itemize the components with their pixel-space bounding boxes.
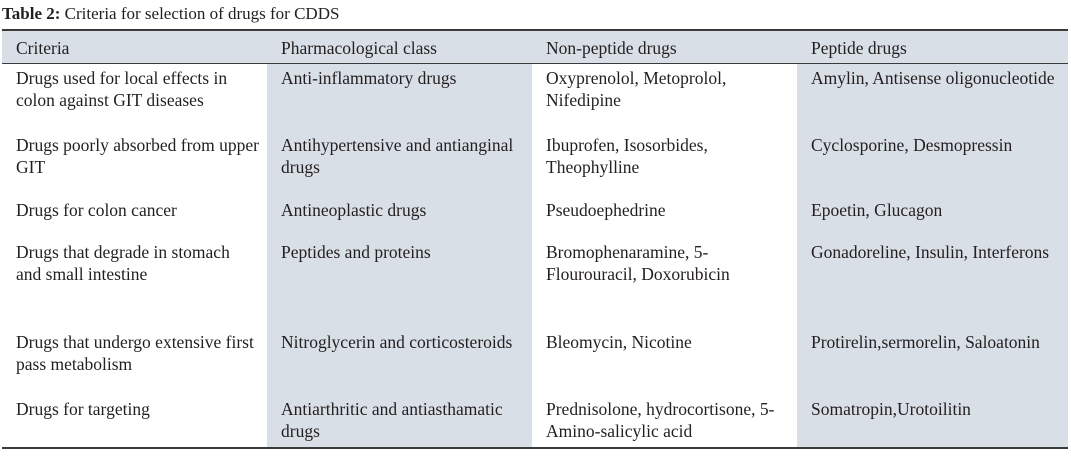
cell-non-peptide-drugs: Ibuprofen, Isosorbides, Theophylline xyxy=(546,135,708,177)
header-peptide-drugs: Peptide drugs xyxy=(811,38,907,58)
table-row xyxy=(2,330,1068,397)
cell-pharmacological-class: Antihypertensive and antianginal drugs xyxy=(267,133,532,198)
header-criteria: Criteria xyxy=(16,38,70,58)
cell-peptide-drugs: Cyclosporine, Desmopressin xyxy=(797,133,1068,198)
header-non-peptide-drugs: Non-peptide drugs xyxy=(546,38,677,58)
cell-non-peptide-drugs: Prednisolone, hydrocortisone, 5-Amino-salicylic acid xyxy=(546,399,775,441)
cell-non-peptide-drugs: Oxyprenolol, Metoprolol, Nifedipine xyxy=(546,68,727,110)
cell-peptide-drugs: Epoetin, Glucagon xyxy=(797,198,1068,240)
cell-peptide-drugs: Protirelin,sermorelin, Saloatonin xyxy=(797,330,1068,397)
table-caption-label: Table 2: xyxy=(2,4,61,23)
cell-non-peptide-drugs: Pseudoephedrine xyxy=(546,200,666,220)
table-row xyxy=(2,133,1068,198)
cell-pharmacological-class: Antineoplastic drugs xyxy=(267,198,532,240)
cell-criteria: Drugs used for local effects in colon against GIT diseases xyxy=(16,68,228,110)
cell-pharmacological-class: Anti-inflammatory drugs xyxy=(267,64,532,134)
cell-criteria: Drugs that degrade in stomach and small intestine xyxy=(16,242,230,284)
table-caption xyxy=(2,3,339,25)
table-row xyxy=(2,64,1068,134)
table-row xyxy=(2,240,1068,330)
table-row xyxy=(2,198,1068,240)
cell-criteria: Drugs for targeting xyxy=(16,399,150,419)
cell-criteria: Drugs for colon cancer xyxy=(16,200,177,220)
table-row xyxy=(2,397,1068,448)
cell-peptide-drugs: Somatropin,Urotoilitin xyxy=(797,397,1068,448)
drug-criteria-table xyxy=(2,29,1068,449)
cell-pharmacological-class: Peptides and proteins xyxy=(267,240,532,330)
cell-criteria: Drugs that undergo extensive first pass metabolism xyxy=(16,332,254,374)
header-pharmacological-class: Pharmacological class xyxy=(281,38,437,58)
cell-non-peptide-drugs: Bromophenaramine, 5-Flourouracil, Doxorubicin xyxy=(546,242,730,284)
cell-peptide-drugs: Amylin, Antisense oligonucleotide xyxy=(797,64,1068,134)
table-caption-text: Criteria for selection of drugs for CDDS xyxy=(60,4,340,23)
cell-pharmacological-class: Antiarthritic and antiasthamatic drugs xyxy=(267,397,532,448)
cell-non-peptide-drugs: Bleomycin, Nicotine xyxy=(546,332,692,352)
cell-pharmacological-class: Nitroglycerin and corticosteroids xyxy=(267,330,532,397)
cell-criteria: Drugs poorly absorbed from upper GIT xyxy=(16,135,260,177)
cell-peptide-drugs: Gonadoreline, Insulin, Interferons xyxy=(797,240,1068,330)
table-header-row xyxy=(2,30,1068,64)
